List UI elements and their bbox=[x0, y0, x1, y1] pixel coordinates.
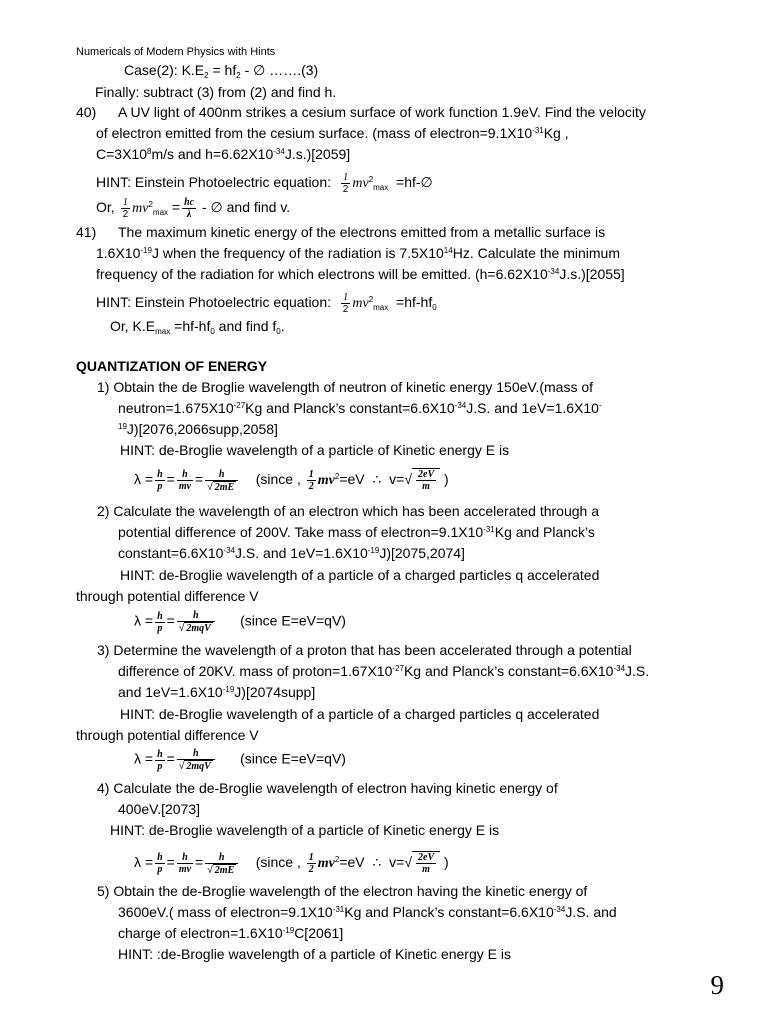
fraction-h-sqrt2mE: $\frac{h}{√ 2mE}$ bbox=[205, 852, 238, 876]
fraction-h-sqrt2mqV: $\frac{h}{\text{√ 2mqV}}$ bbox=[177, 610, 215, 634]
page-header: Numericals of Modern Physics with Hints bbox=[76, 46, 276, 58]
question-5-text: 5) Obtain the de-Broglie wavelength of the electron having the kinetic energy of bbox=[97, 883, 588, 899]
fraction-h-mv: $\frac{h}{mv}$ bbox=[178, 469, 192, 492]
question-3-hint: through potential difference V bbox=[76, 727, 259, 743]
question-2-text: potential difference of 200V. Take mass of $electron=9.1X10^{-31}Kg$ and Planck’s bbox=[118, 524, 595, 540]
fraction-h-sqrt2mE: $\frac{h}{√ 2mE}$ bbox=[205, 469, 238, 493]
page-number: 9 bbox=[710, 970, 724, 1000]
fraction-half: $\frac{1}{2}$ bbox=[122, 197, 129, 220]
question-3-text: 3) Determine the wavelength of a proton that has been accelerated through a potential bbox=[97, 642, 632, 658]
question-3-text: and $1eV=1.6X10^{-19}J)[2074supp]$ bbox=[118, 684, 316, 700]
question-5-text: 3600eV.( mass of $electron=9.1X10^{-31}Kg$ and Planck’s $constant=6.6X10^{-34}J.S$. and bbox=[118, 904, 617, 920]
formula-debroglie-ke: λ = $\frac{h}{p}$ = $\frac{h}{mv}$ = $\frac{h}{√ 2mE}$ (since , $\frac{1}{2}$ $mv^2=eV$ ∴ v=√ $\frac{2eV}{m}$ ) bbox=[134, 851, 449, 876]
case2-line: Case(2): $K.E_2 = hf_2$ - ∅ …….(3) bbox=[124, 62, 319, 80]
question-41-text: $1.6X10^{-19}J$ when the frequency of the radiation is $7.5X10^{14}Hz$. Calculate the minimum bbox=[96, 245, 620, 261]
question-41-number: 41) bbox=[76, 224, 97, 240]
question-2-text: 2) Calculate the wavelength of an electron which has been accelerated through a bbox=[97, 503, 599, 519]
formula-debroglie-charged: λ = $\frac{h}{p}$ = $\frac{h}{\text{√ 2mqV}}$ (since E=eV=qV) bbox=[134, 748, 346, 772]
question-3-hint: HINT: de-Broglie wavelength of a particle of a charged particles q accelerated bbox=[120, 706, 600, 722]
question-40-text: of electron emitted from the cesium surface. (mass of $electron=9.1X10^{-31}Kg$ , bbox=[96, 125, 569, 141]
fraction-h-p: $\frac{h}{p}$ bbox=[157, 469, 163, 492]
formula-debroglie-charged: λ = $\frac{h}{p}$ = $\frac{h}{\text{√ 2mqV}}$ (since E=eV=qV) bbox=[134, 610, 346, 634]
question-41-or: Or, $K.E_{max} =hf-hf_0$ and find $f_0$. bbox=[110, 318, 285, 336]
fraction-2eV-m: $\frac{2eV}{m}$ bbox=[418, 852, 435, 875]
question-41-text: The maximum kinetic energy of the electrons emitted from a metallic surface is bbox=[118, 224, 606, 240]
question-40-hint: HINT: Einstein Photoelectric equation: $\frac{1}{2}$ $mv^2_{max}$ =hf-∅ bbox=[96, 172, 433, 195]
fraction-h-p: $\frac{h}{p}$ bbox=[157, 748, 163, 772]
question-1-text: 1) Obtain the de Broglie wavelength of neutron of kinetic energy 150eV.(mass of bbox=[97, 379, 594, 395]
question-1-text: $neutron=1.675X10^{-27}Kg$ and Planck’s $constant=6.6X10^{-34}J.S$. and 1eV=1.6X10- bbox=[118, 400, 602, 416]
fraction-half: $\frac{1}{2}$ bbox=[342, 172, 349, 195]
fraction-half: $\frac{1}{2}$ bbox=[342, 292, 349, 315]
question-2-hint: HINT: de-Broglie wavelength of a particle of a charged particles q accelerated bbox=[120, 567, 600, 583]
question-5-hint: HINT: :de-Broglie wavelength of a particle of Kinetic energy E is bbox=[118, 946, 511, 962]
fraction-h-mv: $\frac{h}{mv}$ bbox=[178, 852, 192, 875]
fraction-h-sqrt2mqV: $\frac{h}{\text{√ 2mqV}}$ bbox=[177, 748, 215, 772]
finally-line: Finally: subtract (3) from (2) and find h. bbox=[95, 84, 337, 100]
question-4-hint: HINT: de-Broglie wavelength of a particle of Kinetic energy E is bbox=[110, 822, 500, 838]
fraction-hc-lambda: $\frac{hc}{\lambda}$ bbox=[184, 197, 195, 220]
fraction-2eV-m: $\frac{2eV}{m}$ bbox=[418, 469, 435, 492]
fraction-h-p: $\frac{h}{p}$ bbox=[157, 610, 163, 634]
fraction-half: $\frac{1}{2}$ bbox=[308, 852, 314, 875]
question-5-text: charge of $electron=1.6X10^{-19}C[2061]$ bbox=[118, 925, 344, 941]
question-41-text: frequency of the radiation for which electrons will be emitted. $(h=6.62X10^{-34}J.s.)[2055]$ bbox=[96, 266, 625, 282]
question-4-text: 4) Calculate the de-Broglie wavelength of electron having kinetic energy of bbox=[97, 780, 558, 796]
question-40-or: Or, $\frac{1}{2}$ $mv^2_{max}$ = $\frac{hc}{\lambda}$ - ∅ and find v. bbox=[96, 197, 291, 220]
fraction-h-p: $\frac{h}{p}$ bbox=[157, 852, 163, 875]
fraction-half: $\frac{1}{2}$ bbox=[308, 469, 314, 492]
question-4-text: 400eV.[2073] bbox=[118, 801, 201, 817]
question-2-hint: through potential difference V bbox=[76, 588, 259, 604]
question-3-text: difference of 20KV. mass of $proton=1.67X10^{-27}Kg$ and Planck’s $constant=6.6X10^{-34}J.S$. bbox=[118, 663, 650, 679]
question-40-text: $C=3X10^8m/s$ and $h=6.62X10^{-34}J.s.)[2059]$ bbox=[96, 146, 351, 162]
section-heading: QUANTIZATION OF ENERGY bbox=[76, 358, 268, 374]
question-1-hint: HINT: de-Broglie wavelength of a particle of Kinetic energy E is bbox=[120, 442, 510, 458]
question-2-text: $constant=6.6X10^{-34}J.S$. and $1eV=1.6X10^{-19}J)[2075,2074]$ bbox=[118, 545, 465, 561]
question-40-number: 40) bbox=[76, 104, 97, 120]
question-41-hint: HINT: Einstein Photoelectric equation: $\frac{1}{2}$ $mv^2_{max} =hf-hf_0$ bbox=[96, 292, 437, 315]
question-40-text: A UV light of 400nm strikes a cesium surface of work function 1.9eV. Find the velocity bbox=[118, 104, 646, 120]
formula-debroglie-ke: λ = $\frac{h}{p}$ = $\frac{h}{mv}$ = $\frac{h}{√ 2mE}$ (since , $\frac{1}{2}$ $mv^2=eV$ ∴ v=√ $\frac{2eV}{m}$ ) bbox=[134, 468, 449, 493]
question-1-text: $^{19}$J)[2076,2066supp,2058] bbox=[118, 421, 278, 437]
